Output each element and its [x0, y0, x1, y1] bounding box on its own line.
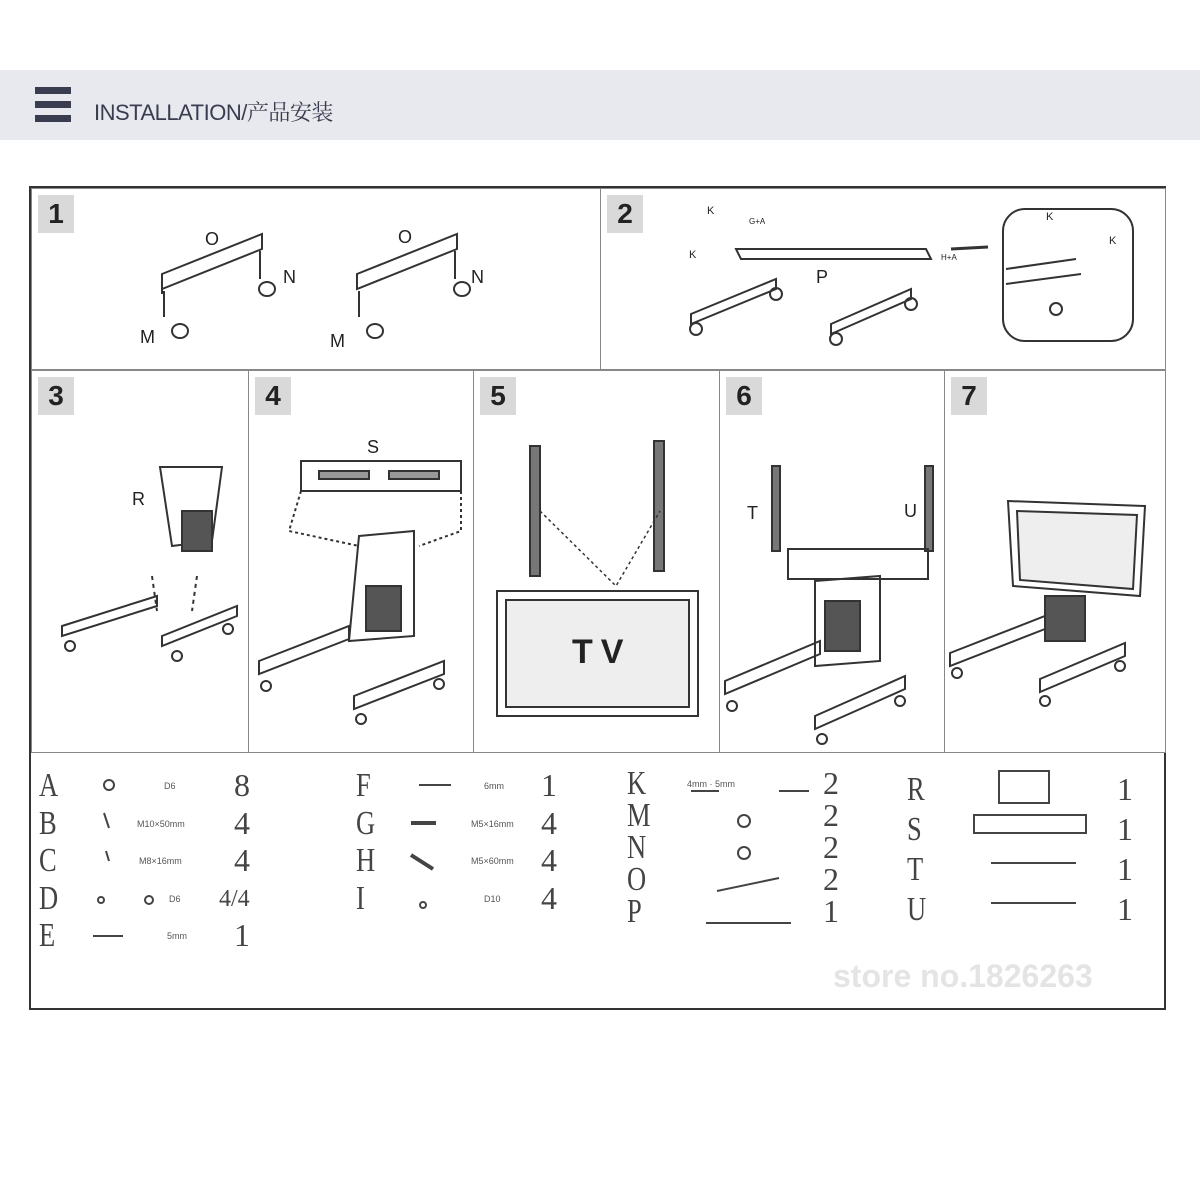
step-number: 3	[38, 377, 74, 415]
part-spec: 6mm	[484, 781, 504, 791]
part-letter: A	[39, 767, 59, 804]
part-letter: S	[907, 811, 922, 848]
part-qty: 1	[1117, 771, 1133, 807]
step-number: 4	[255, 377, 291, 415]
part-letter: F	[356, 767, 371, 804]
part-letter: C	[39, 842, 57, 879]
part-spec: 4mm · 5mm	[687, 779, 735, 789]
step-2-illustration	[601, 189, 1166, 370]
part-letter: R	[907, 771, 925, 808]
part-letter: T	[907, 851, 924, 888]
part-letter: H	[356, 842, 376, 879]
step-1-illustration	[32, 189, 601, 370]
watermark: store no.1826263	[833, 958, 1093, 994]
part-letter: N	[627, 829, 647, 866]
label-m: M	[140, 327, 155, 347]
step-2-panel	[600, 188, 1166, 370]
step-number: 6	[726, 377, 762, 415]
part-qty: 1	[1117, 851, 1133, 887]
part-letter: B	[39, 805, 57, 842]
part-spec: D10	[484, 894, 501, 904]
label-k: K	[707, 205, 715, 217]
step-4-illustration	[249, 371, 474, 753]
page-title: INSTALLATION/产品安装	[94, 100, 333, 125]
label-p: P	[816, 267, 829, 287]
part-letter: M	[627, 797, 651, 834]
part-letter: K	[627, 765, 647, 802]
label-o: O	[205, 229, 220, 249]
label-s: S	[367, 437, 380, 457]
part-qty: 4	[541, 842, 557, 878]
part-spec: D6	[164, 781, 176, 791]
label-u: U	[904, 501, 917, 521]
part-qty: 1	[541, 767, 557, 803]
step-4-panel	[248, 370, 474, 753]
label-o: O	[398, 227, 413, 247]
part-qty: 1	[234, 917, 250, 953]
part-qty: 4/4	[219, 886, 250, 912]
label-n: N	[283, 267, 296, 287]
part-letter: I	[356, 880, 365, 917]
step-number: 5	[480, 377, 516, 415]
part-letter: E	[39, 917, 56, 954]
step-5-panel	[473, 370, 720, 753]
part-qty: 2	[823, 829, 839, 865]
instruction-sheet	[29, 186, 1166, 1010]
part-spec: M8×16mm	[139, 856, 182, 866]
label-k: K	[1046, 211, 1054, 223]
part-qty: 1	[1117, 891, 1133, 927]
step-6-illustration	[720, 371, 945, 753]
part-qty: 4	[234, 805, 250, 841]
part-qty: 2	[823, 765, 839, 801]
part-qty: 1	[1117, 811, 1133, 847]
label-n: N	[471, 267, 484, 287]
part-letter: P	[627, 893, 642, 930]
part-spec: M5×16mm	[471, 819, 514, 829]
label-tv: TV	[572, 633, 632, 671]
part-spec: 5mm	[167, 931, 187, 941]
label-h-a: H+A	[941, 253, 957, 262]
step-7-panel	[944, 370, 1166, 753]
step-number: 7	[951, 377, 987, 415]
step-6-panel	[719, 370, 945, 753]
part-letter: D	[39, 880, 59, 917]
label-k: K	[689, 249, 697, 261]
part-qty: 4	[541, 805, 557, 841]
part-qty: 1	[823, 893, 839, 929]
part-qty: 4	[541, 880, 557, 916]
step-number: 1	[38, 195, 74, 233]
part-letter: U	[907, 891, 927, 928]
part-letter: O	[627, 861, 647, 898]
step-number: 2	[607, 195, 643, 233]
part-spec: M5×60mm	[471, 856, 514, 866]
part-qty: 2	[823, 861, 839, 897]
step-3-panel	[31, 370, 249, 753]
part-qty: 2	[823, 797, 839, 833]
label-t: T	[747, 503, 758, 523]
step-3-illustration	[32, 371, 249, 753]
part-spec: D6	[169, 894, 181, 904]
step-1-panel	[31, 188, 601, 370]
label-g-a: G+A	[749, 217, 766, 226]
step-7-illustration	[945, 371, 1166, 753]
part-letter: G	[356, 805, 376, 842]
label-m: M	[330, 331, 345, 351]
part-spec: M10×50mm	[137, 819, 185, 829]
label-k: K	[1109, 235, 1117, 247]
label-r: R	[132, 489, 145, 509]
part-qty: 8	[234, 767, 250, 803]
part-qty: 4	[234, 842, 250, 878]
step-5-illustration	[474, 371, 720, 753]
menu-icon[interactable]	[35, 87, 71, 127]
